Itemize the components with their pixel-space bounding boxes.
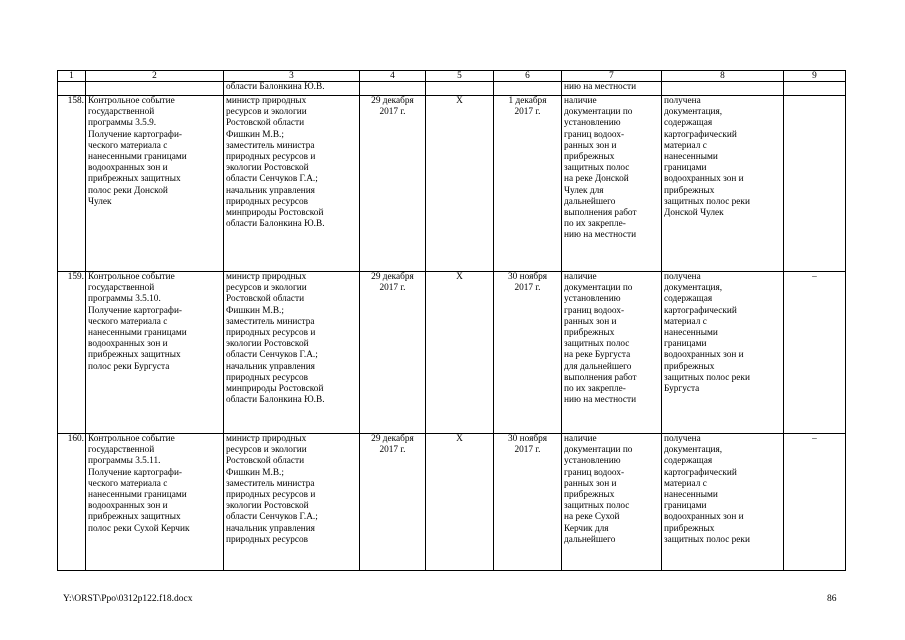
column-number: 2 — [86, 71, 224, 82]
column-9-value — [784, 96, 846, 272]
actual-result: получена документация, содержащая картографический материал с нанесенными границами водоохранных зон и прибрежных защитных полос реки — [662, 434, 784, 571]
empty-cell — [86, 82, 224, 96]
column-5-value: Х — [426, 96, 494, 272]
page-number: 86 — [827, 594, 837, 604]
continued-responsible: области Балонкина Ю.В. — [224, 82, 360, 96]
column-9-value: – — [784, 434, 846, 571]
column-number: 6 — [494, 71, 562, 82]
column-5-value: Х — [426, 434, 494, 571]
plan-table — [57, 70, 846, 571]
empty-cell — [662, 82, 784, 96]
column-number-row — [58, 71, 846, 82]
column-number: 4 — [360, 71, 426, 82]
actual-date: 1 декабря 2017 г. — [494, 96, 562, 272]
table-row — [58, 272, 846, 434]
empty-cell — [494, 82, 562, 96]
planned-date: 29 декабря 2017 г. — [360, 272, 426, 434]
continued-result: нию на местности — [562, 82, 662, 96]
empty-cell — [58, 82, 86, 96]
empty-cell — [426, 82, 494, 96]
expected-result: наличие документации по установлению границ водоох- ранных зон и прибрежных защитных полос на реке Сухой Керчик для дальнейшего — [562, 434, 662, 571]
event-name: Контрольное событие государственной программы 3.5.9. Получение картографи- ческого материала с нанесенными границами водоохранных зон и прибрежных защитных полос реки Донской Чулек — [86, 96, 224, 272]
column-9-value: – — [784, 272, 846, 434]
file-path: Y:\ORST\Ppo\0312p122.f18.docx — [63, 594, 193, 604]
table-row — [58, 96, 846, 272]
column-number: 1 — [58, 71, 86, 82]
column-number: 5 — [426, 71, 494, 82]
planned-date: 29 декабря 2017 г. — [360, 434, 426, 571]
planned-date: 29 декабря 2017 г. — [360, 96, 426, 272]
responsible: министр природных ресурсов и экологии Ростовской области Фишкин М.В.; заместитель министра природных ресурсов и экологии Ростовской области Сенчуков Г.А.; начальник управления природных ресурсов минприроды Ростовской области Балонкина Ю.В. — [224, 272, 360, 434]
column-number: 3 — [224, 71, 360, 82]
column-number: 7 — [562, 71, 662, 82]
actual-date: 30 ноября 2017 г. — [494, 434, 562, 571]
actual-result: получена документация, содержащая картографический материал с нанесенными границами водоохранных зон и прибрежных защитных полос реки Бургуста — [662, 272, 784, 434]
column-number: 9 — [784, 71, 846, 82]
continuation-row — [58, 82, 846, 96]
row-number: 160. — [58, 434, 86, 571]
actual-date: 30 ноября 2017 г. — [494, 272, 562, 434]
expected-result: наличие документации по установлению границ водоох- ранных зон и прибрежных защитных полос на реке Донской Чулек для дальнейшего выполнения работ по их закрепле- нию на местности — [562, 96, 662, 272]
event-name: Контрольное событие государственной программы 3.5.10. Получение картографи- ческого материала с нанесенными границами водоохранных зон и прибрежных защитных полос реки Бургуста — [86, 272, 224, 434]
empty-cell — [784, 82, 846, 96]
table-row — [58, 434, 846, 571]
actual-result: получена документация, содержащая картографический материал с нанесенными границами водоохранных зон и прибрежных защитных полос реки Донской Чулек — [662, 96, 784, 272]
column-5-value: Х — [426, 272, 494, 434]
empty-cell — [360, 82, 426, 96]
responsible: министр природных ресурсов и экологии Ростовской области Фишкин М.В.; заместитель министра природных ресурсов и экологии Ростовской области Сенчуков Г.А.; начальник управления природных ресурсов — [224, 434, 360, 571]
event-name: Контрольное событие государственной программы 3.5.11. Получение картографи- ческого материала с нанесенными границами водоохранных зон и прибрежных защитных полос реки Сухой Керчик — [86, 434, 224, 571]
responsible: министр природных ресурсов и экологии Ростовской области Фишкин М.В.; заместитель министра природных ресурсов и экологии Ростовской области Сенчуков Г.А.; начальник управления природных ресурсов минприроды Ростовской области Балонкина Ю.В. — [224, 96, 360, 272]
column-number: 8 — [662, 71, 784, 82]
row-number: 158. — [58, 96, 86, 272]
row-number: 159. — [58, 272, 86, 434]
expected-result: наличие документации по установлению границ водоох- ранных зон и прибрежных защитных полос на реке Бургуста для дальнейшего выполнения работ по их закрепле- нию на местности — [562, 272, 662, 434]
